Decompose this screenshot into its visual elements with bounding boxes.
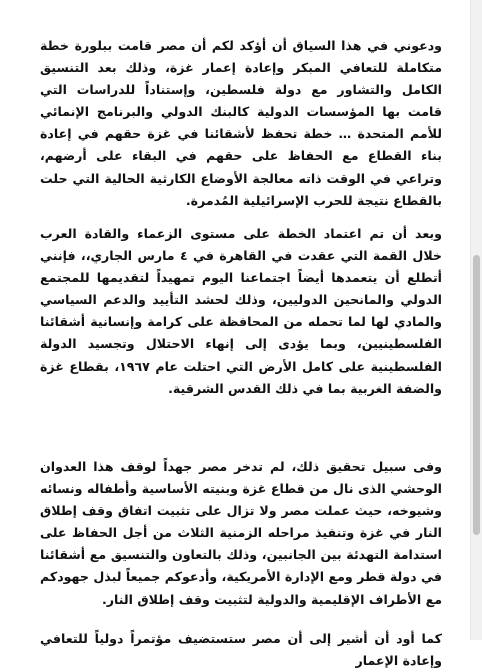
paragraph-ceasefire-efforts: وفى سبيل تحقيق ذلك، لم تدخر مصر جهداً لوقف هذا العدوان الوحشي الذى نال من قطاع غزة وبنيته الأساسية وأطفاله ونسائه وشيوخه، حيث عملت مصر ولا تزال على تثبيت اتفاق وقف إطلاق النار في غزة وتنفيذ مراحله الزمنية الثلاث من أجل الحفاظ على استدامة التهدئة بين الجانبين، وذلك بالتعاون والتنسيق مع أشقائنا في دولة قطر ومع الإدارة الأمريكية، وأدعوكم جميعاً لبذل جهودكم مع الأطراف الإقليمية والدولية لتثبيت وقف إطلاق النار. [40,459,442,607]
paragraph-reconstruction-plan: ودعوني في هذا السياق أن أؤكد لكم أن مصر قامت ببلورة خطة متكاملة للتعافي المبكر وإعادة إعمار غزة، وذلك بعد التنسيق الكامل والتشاور مع دولة فلسطين، وإستناداً للدراسات التي قامت بها المؤسسات الدولية كالبنك الدولي والبرنامج الإنمائي للأمم المتحدة … خطة تحفظ لأشقائنا في غزة حقهم في إعادة بناء القطاع مع الحفاظ على حقهم في البقاء على أرضهم، وتراعي في الوقت ذاته معالجة الأوضاع الكارثية الحالية التي حلت بالقطاع نتيجة للحرب الإسرائيلية المُدمرة. [40,38,442,208]
scrollbar-thumb[interactable] [473,255,480,535]
paragraph-plan-adoption: وبعد أن تم اعتماد الخطة على مستوى الزعماء والقادة العرب خلال القمة التي عقدت في القاهرة في ٤ مارس الجاري،، فإنني أتطلع أن يتعمدها أيضاً اجتماعنا اليوم تمهيداً لتقديمها للمجتمع الدولي والمانحين الدوليين، وذلك لحشد التأييد والدعم السياسي والمادي لها لما تحمله من المحافظة على كرامة وإنسانية أشقائنا الفلسطينيين، وبما يؤدى إلى إنهاء الاحتلال وتجسيد الدولة الفلسطينية على كامل الأرض التي احتلت عام ١٩٦٧، بقطاع غزة والضفة الغربية بما في ذلك القدس الشرقية. [40,226,442,396]
paragraph-cut-off: كما أود أن أشير إلى أن مصر ستستضيف مؤتمراً دولياً للتعافي وإعادة الإعمار [40,631,442,669]
vertical-scrollbar[interactable] [470,0,482,640]
